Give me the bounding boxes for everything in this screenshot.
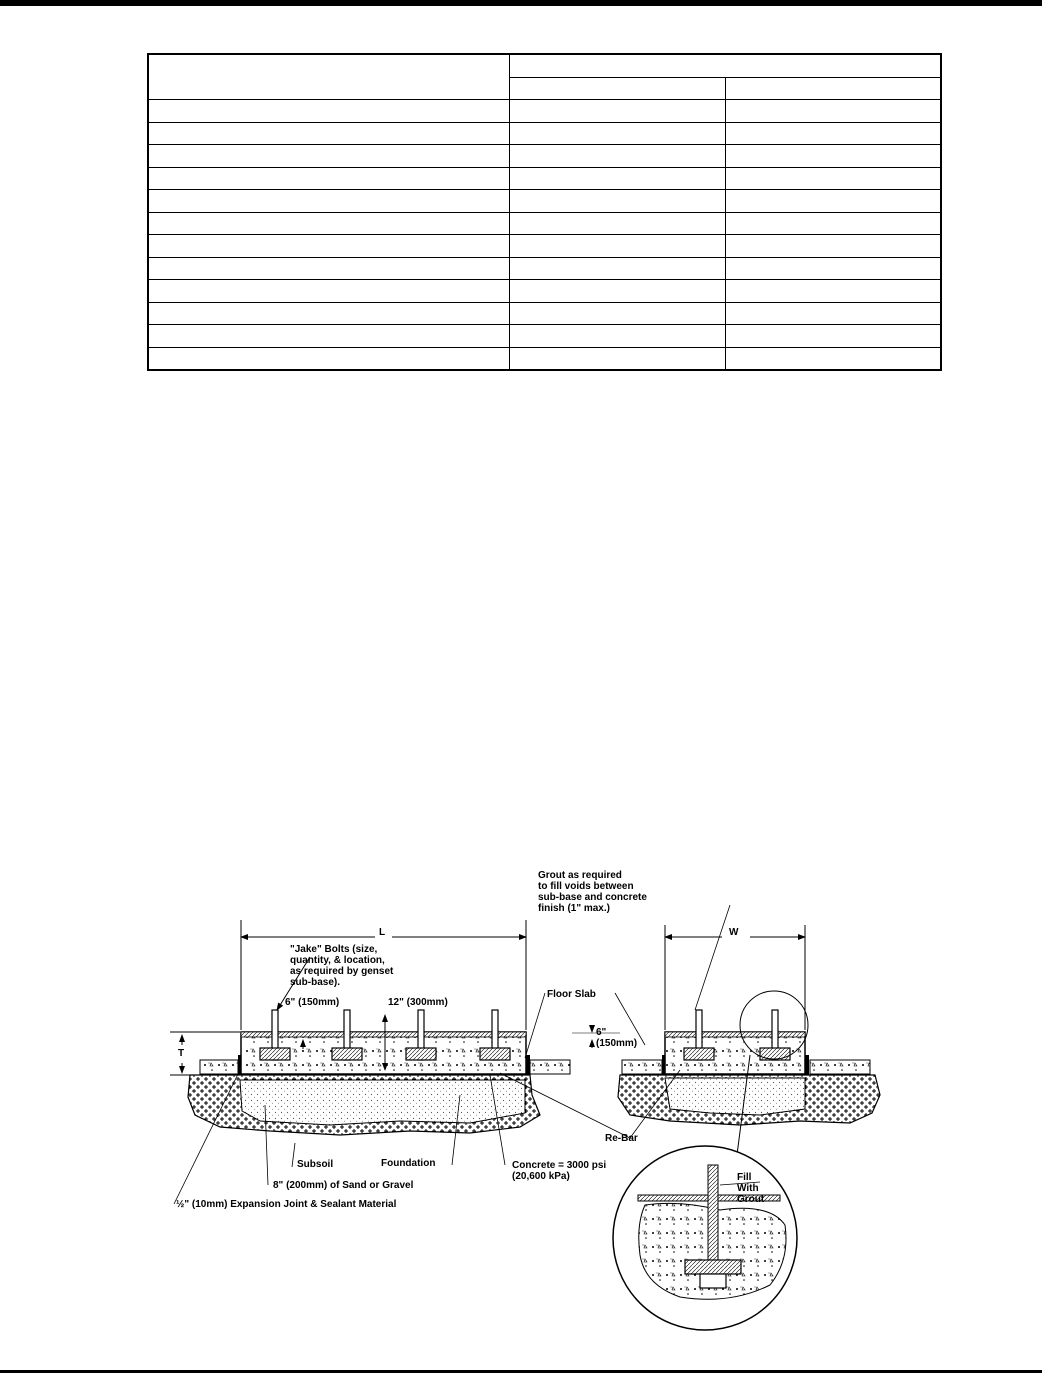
sand-gravel-label: 8" (200mm) of Sand or Gravel: [273, 1180, 414, 1191]
table-cell: [725, 257, 941, 280]
table-cell: [509, 302, 725, 325]
specification-table: [147, 53, 942, 371]
concrete-strength-label: Concrete = 3000 psi (20,600 kPa): [512, 1160, 607, 1182]
table-cell: [509, 347, 725, 370]
fill-with-grout-label: Fill With Grout: [737, 1172, 765, 1205]
table-cell: [509, 212, 725, 235]
table-row: [148, 257, 941, 280]
six-inch-label: 6" (150mm): [285, 997, 340, 1008]
table-header-cell: [509, 54, 941, 77]
table-cell: [725, 212, 941, 235]
grout-note-label: Grout as required to fill voids between sub-base and concrete finish (1" max.): [538, 870, 647, 914]
table-cell: [725, 235, 941, 258]
floor-slab-right-a: [622, 1060, 662, 1074]
table-row: [148, 325, 941, 348]
table-cell: [148, 347, 509, 370]
sand-layer-left: [240, 1080, 525, 1125]
twelve-inch-label: 12" (300mm): [388, 997, 448, 1008]
table-row: [148, 302, 941, 325]
table-cell: [509, 325, 725, 348]
table-cell: [148, 122, 509, 145]
table-subheader-cell: [725, 77, 941, 100]
table-cell: [725, 302, 941, 325]
floor-slab-left-a: [200, 1060, 238, 1074]
table-cell: [148, 235, 509, 258]
table-cell: [148, 190, 509, 213]
table-cell: [725, 347, 941, 370]
top-rule: [0, 0, 1042, 6]
table-cell: [148, 325, 509, 348]
table-row: [148, 347, 941, 370]
table-cell: [148, 145, 509, 168]
bottom-rule: [0, 1370, 1042, 1373]
floor-slab-left-b: [530, 1060, 570, 1074]
table-row: [148, 190, 941, 213]
table-cell: [509, 122, 725, 145]
table-cell: [509, 235, 725, 258]
table-cell: [148, 280, 509, 303]
sand-layer-right: [665, 1078, 805, 1115]
foundation-drawing: [160, 865, 900, 1335]
table-cell: [509, 280, 725, 303]
floor-slab-right-b: [810, 1060, 870, 1074]
expansion-joint-label: ½" (10mm) Expansion Joint & Sealant Material: [176, 1199, 397, 1210]
table-row: [148, 167, 941, 190]
rebar-label: Re-Bar: [605, 1133, 638, 1144]
table-header-cell: [148, 54, 509, 100]
table-subheader-cell: [509, 77, 725, 100]
table-cell: [509, 145, 725, 168]
table-cell: [725, 145, 941, 168]
jake-bolts-label: "Jake" Bolts (size, quantity, & location, as required by genset sub-base).: [290, 944, 394, 988]
width-label: W: [729, 927, 739, 938]
table-cell: [148, 302, 509, 325]
table-row: [148, 212, 941, 235]
thickness-label: T: [178, 1048, 185, 1059]
table-cell: [725, 325, 941, 348]
table-cell: [725, 122, 941, 145]
table-cell: [725, 100, 941, 123]
table-row: [148, 145, 941, 168]
table-row: [148, 280, 941, 303]
table-cell: [725, 167, 941, 190]
table-cell: [509, 100, 725, 123]
table-cell: [148, 100, 509, 123]
floor-slab-label: Floor Slab: [547, 989, 596, 1000]
table-cell: [148, 257, 509, 280]
foundation-label: Foundation: [381, 1158, 436, 1169]
table-cell: [725, 280, 941, 303]
table-cell: [509, 257, 725, 280]
slab-depth-label: 6" (150mm): [596, 1027, 638, 1049]
table-cell: [725, 190, 941, 213]
foundation-diagram: [160, 865, 900, 1335]
table-cell: [148, 167, 509, 190]
table-row: [148, 122, 941, 145]
subsoil-label: Subsoil: [297, 1159, 334, 1170]
table-cell: [509, 190, 725, 213]
length-label: L: [379, 927, 386, 938]
table-cell: [148, 212, 509, 235]
table-row: [148, 235, 941, 258]
table-cell: [509, 167, 725, 190]
grout-top-left: [241, 1032, 526, 1037]
table-header-row: [148, 54, 941, 77]
table-row: [148, 100, 941, 123]
